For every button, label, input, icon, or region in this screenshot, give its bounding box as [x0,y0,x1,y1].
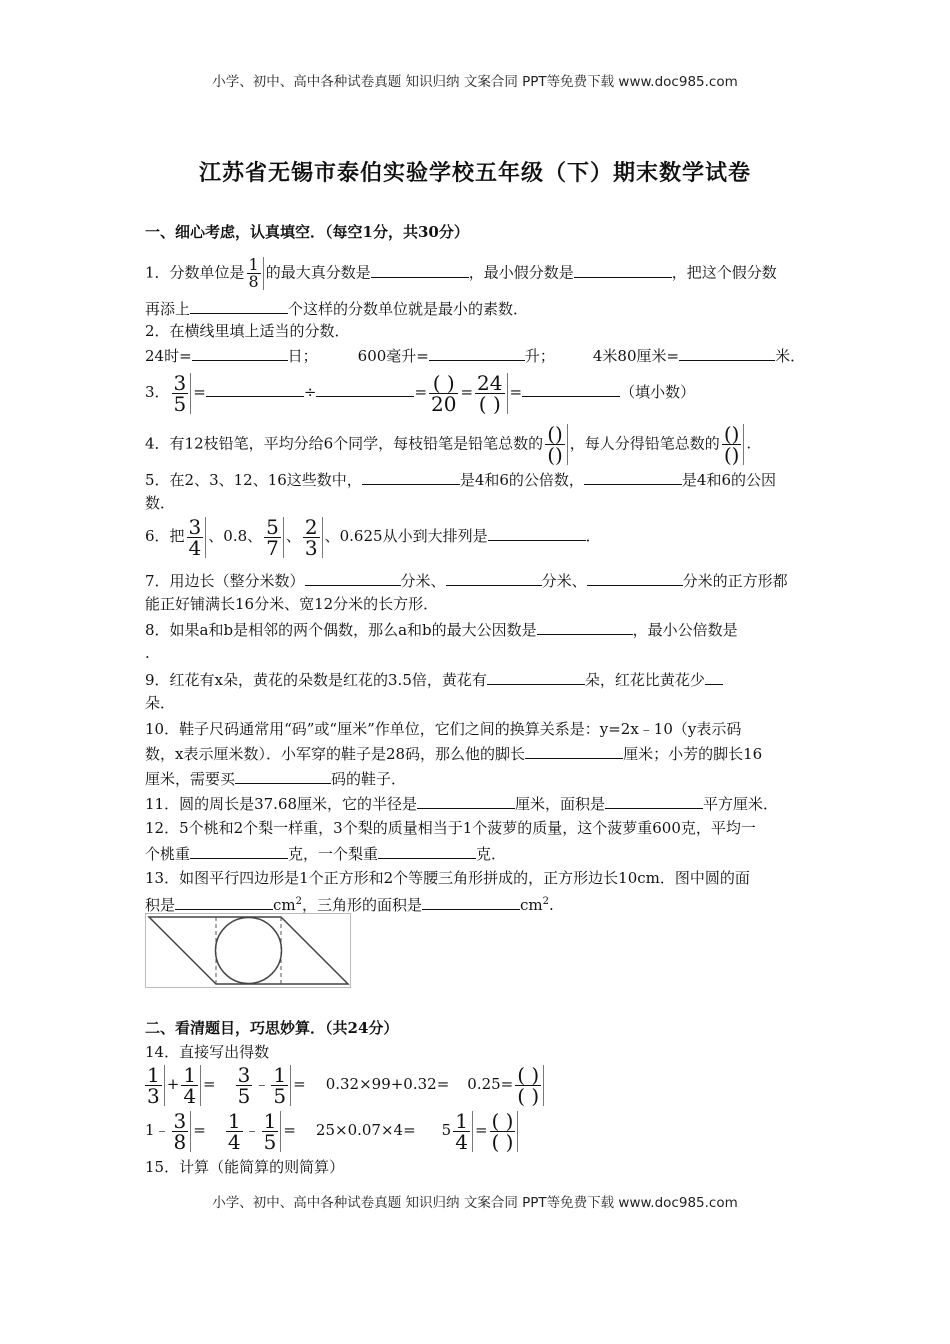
fraction-1-3: $\frac{1}{3}$ [145,1065,165,1106]
answer-blank[interactable] [417,793,515,809]
q10-line3: 厘米，需要买 码的鞋子． [145,770,407,788]
answer-blank[interactable] [190,843,288,859]
answer-blank[interactable] [192,345,288,361]
q14-row1: $\frac{1}{3}$ + $\frac{1}{4}$ = $\frac{3}{5}$ ﹣ $\frac{1}{5}$ = 0.32×99+0.32= 0.25= $\frac{( )}{( )}$ [145,1064,546,1106]
answer-blank[interactable] [679,345,775,361]
answer-blank[interactable] [587,570,683,586]
fraction-3-8: $\frac{3}{8}$ [172,1111,192,1152]
page-header: 小学、初中、高中各种试卷真题 知识归纳 文案合同 PPT等免费下载 www.doc985.com [212,74,738,90]
answer-blank[interactable] [605,793,703,809]
q7-line2: 能正好铺满长16分米、宽12分米的长方形． [145,595,439,613]
q5-line2: 数． [145,494,176,512]
q8-line2: . [145,644,150,662]
q3-line: 3． $\frac{3}{5}$ = ÷ = $\frac{( )}{20}$ = $\frac{24}{( )}$ = （填小数） [145,370,696,416]
fraction-blank[interactable]: $\frac{( )}{( )}$ [515,1065,544,1106]
answer-blank[interactable] [574,262,672,278]
answer-blank[interactable] [537,619,633,635]
answer-blank[interactable] [705,669,723,685]
q9-line2: 朵． [145,694,176,712]
q15-heading: 15．计算（能简算的则简算） [145,1158,345,1176]
q11-line: 11．圆的周长是37.68厘米，它的半径是 厘米，面积是 平方厘米． [145,795,779,813]
fraction-1-4: $\frac{1}{4}$ [227,1108,241,1154]
q6-line: 6．把 $\frac{3}{4}$ 、0.8、 $\frac{5}{7}$ 、 $\frac{2}{3}$ 、0.625从小到大排列是 ． [145,514,601,560]
fraction-2-3: $\frac{2}{3}$ [303,517,323,558]
q8-line1: 8．如果a和b是相邻的两个偶数，那么a和b的最大公因数是 ，最小公倍数是 [145,621,738,639]
fraction-3-5: $\frac{3}{5}$ [172,373,192,414]
fraction-3-4: $\frac{3}{4}$ [187,517,207,558]
answer-blank[interactable] [206,381,304,397]
q2-line1: 2．在横线里填上适当的分数． [145,322,350,340]
fraction-1-5: $\frac{1}{5}$ [271,1065,291,1106]
q1-line1: 1．分数单位是 $\frac{1}{8}$ 的最大真分数是 ，最小假分数是 ，把这个假分数 [145,255,777,291]
q13-line2: 积是 $cm^2$，三角形的面积是 $cm^2$. [145,896,554,914]
fraction-1-5: $\frac{1}{5}$ [262,1111,282,1152]
q1-line2: 再添上 个这样的分数单位就是最小的素数． [145,300,529,318]
page-footer: 小学、初中、高中各种试卷真题 知识归纳 文案合同 PPT等免费下载 www.doc985.com [212,1195,738,1211]
q4-line: 4．有12枝铅笔，平均分给6个同学，每枝铅笔是铅笔总数的 $\frac{()}{()}$ ，每人分得铅笔总数的 $\frac{()}{()}$ . [145,422,752,467]
answer-blank[interactable] [525,743,623,759]
answer-blank[interactable] [190,298,288,314]
fraction-blank-20: $\frac{( )}{20}$ [431,370,457,416]
answer-blank[interactable] [175,894,273,910]
page-title: 江苏省无锡市泰伯实验学校五年级（下）期末数学试卷 [198,160,751,186]
answer-blank[interactable] [429,345,525,361]
section-2-heading: 二、看清题目，巧思妙算．（共24分） [145,1019,399,1037]
q14-row2: 1﹣ $\frac{3}{8}$ = $\frac{1}{4}$ ﹣ $\frac{1}{5}$ = 25×0.07×4= 5 $\frac{1}{4}$ = $\frac{( )}{( )}$ [145,1110,520,1152]
parallelogram-shape [149,917,348,984]
q5-line1: 5．在2、3、12、16这些数中， 是4和6的公倍数， 是4和6的公因 [145,471,776,489]
fraction-1-4: $\frac{1}{4}$ [453,1111,473,1152]
answer-blank[interactable] [422,894,520,910]
q13-line1: 13．如图平行四边形是1个正方形和2个等腰三角形拼成的，正方形边长10cm．图中圆的面 [145,869,750,887]
section-1-heading: 一、细心考虑，认真填空．（每空1分，共30分） [145,223,469,241]
fraction-1-8: $\frac{1}{8}$ [247,257,264,290]
q2-line2: 24时= 日； 600毫升= 升； 4米80厘米= 米． [145,347,806,365]
answer-blank[interactable] [446,570,542,586]
answer-blank[interactable] [235,768,331,784]
answer-blank[interactable] [584,469,682,485]
fraction-blank[interactable]: $\frac{()}{()}$ [722,424,745,465]
q10-line2: 数，x表示厘米数）．小军穿的鞋子是28码，那么他的脚长 厘米；小芳的脚长16 [145,745,763,763]
q7-line1: 7．用边长（整分米数） 分米、 分米、 分米的正方形都 [145,572,788,590]
answer-blank[interactable] [371,262,469,278]
diagram-frame [146,914,351,988]
fraction-24-blank: $\frac{24}{( )}$ [475,373,507,414]
fraction-blank[interactable]: $\frac{()}{()}$ [545,424,568,465]
fraction-3-5: $\frac{3}{5}$ [237,1062,251,1108]
answer-blank[interactable] [522,381,620,397]
answer-blank[interactable] [362,469,460,485]
answer-blank[interactable] [305,570,401,586]
q9-line1: 9．红花有x朵，黄花的朵数是红花的3.5倍，黄花有 朵，红花比黄花少 [145,669,723,690]
answer-blank[interactable] [488,525,586,541]
fraction-5-7: $\frac{5}{7}$ [264,517,284,558]
q14-heading: 14．直接写出得数 [145,1043,270,1061]
answer-blank[interactable] [316,381,414,397]
parallelogram-circle-diagram [145,913,357,989]
inscribed-circle [216,918,282,984]
fraction-1-4: $\frac{1}{4}$ [181,1065,201,1106]
answer-blank[interactable] [378,843,476,859]
fraction-blank[interactable]: $\frac{( )}{( )}$ [490,1111,519,1152]
q10-line1: 10．鞋子尺码通常用“码”或“厘米”作单位，它们之间的换算关系是：y=2x﹣10（y表示码 [145,720,742,738]
q12-line1: 12．5个桃和2个梨一样重，3个梨的质量相当于1个菠萝的质量，这个菠萝重600克，平均一 [145,819,756,837]
answer-blank[interactable] [487,669,585,685]
q12-line2: 个桃重 克，一个梨重 克． [145,845,507,863]
